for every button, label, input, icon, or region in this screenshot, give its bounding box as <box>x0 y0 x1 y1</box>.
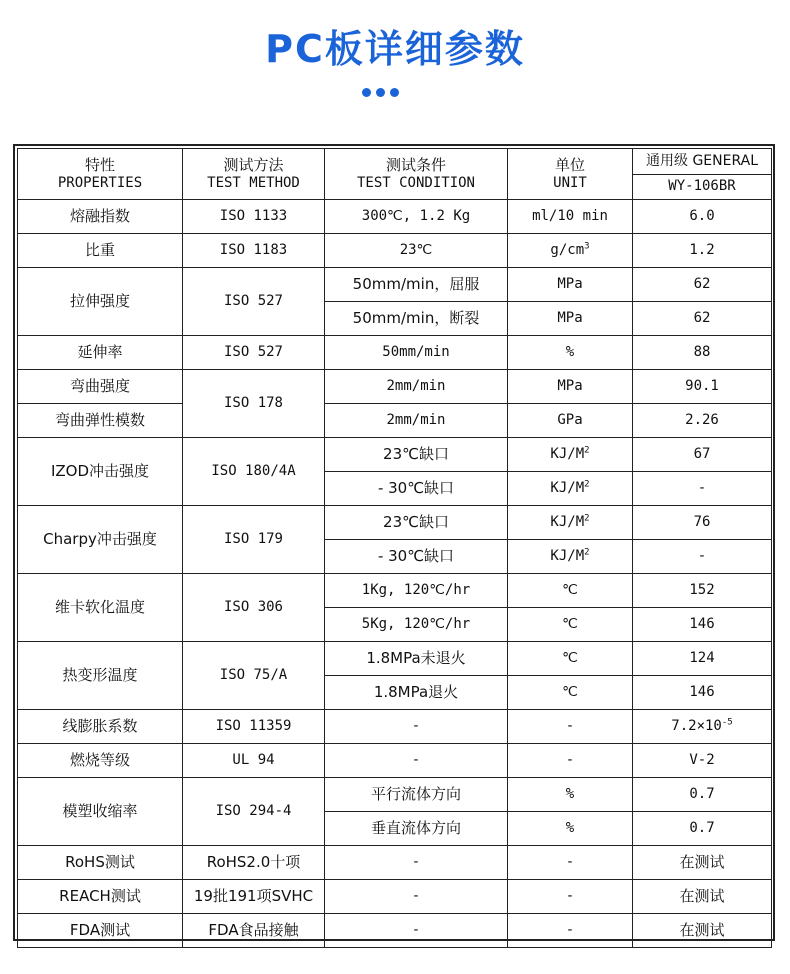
table-row: 5Kg, 120℃/hr ℃ 146 <box>18 608 772 642</box>
table-row: - 30℃缺口 $KJ/M^2$ - <box>18 540 772 574</box>
table-row: 热变形温度 ISO 75/A 1.8MPa未退火 ℃ 124 <box>18 642 772 676</box>
header-method: 测试方法 TEST METHOD <box>183 149 325 200</box>
unit-cell: $KJ/M^2$ <box>508 540 633 574</box>
table-row: 维卡软化温度 ISO 306 1Kg, 120℃/hr ℃ 152 <box>18 574 772 608</box>
table-row: 拉伸强度 ISO 527 50mm/min，屈服 MPa 62 <box>18 268 772 302</box>
table-row: 线膨胀系数 ISO 11359 - - $7.2\times 10^{-5}$ <box>18 710 772 744</box>
spec-table <box>17 148 772 948</box>
table-header-row <box>18 149 772 175</box>
header-condition: 测试条件 TEST CONDITION <box>325 149 508 200</box>
header-property: 特性 PROPERTIES <box>18 149 183 200</box>
table-row: REACH测试 19批191项SVHC - - 在测试 <box>18 880 772 914</box>
header-unit: 单位 UNIT <box>508 149 633 200</box>
table-row: 50mm/min，断裂 MPa 62 <box>18 302 772 336</box>
table-row: 弯曲弹性模数 2mm/min GPa 2.26 <box>18 404 772 438</box>
table-row: 比重 ISO 1183 23℃ $g/cm^3$ 1.2 <box>18 234 772 268</box>
table-row: 燃烧等级 UL 94 - - V-2 <box>18 744 772 778</box>
table-row: IZOD冲击强度 ISO 180/4A 23℃缺口 $KJ/M^2$ 67 <box>18 438 772 472</box>
dot-icon <box>376 88 385 97</box>
table-row: 垂直流体方向 % 0.7 <box>18 812 772 846</box>
table-row: - 30℃缺口 $KJ/M^2$ - <box>18 472 772 506</box>
dot-icon <box>390 88 399 97</box>
table-row: FDA测试 FDA食品接触 - - 在测试 <box>18 914 772 948</box>
unit-cell: $KJ/M^2$ <box>508 506 633 540</box>
table-row: 延伸率 ISO 527 50mm/min % 88 <box>18 336 772 370</box>
header-grade: 通用级 GENERAL <box>633 149 772 175</box>
unit-cell: $g/cm^3$ <box>508 234 633 268</box>
dot-icon <box>362 88 371 97</box>
page-title: PC板详细参数 <box>265 27 525 71</box>
value-cell: $7.2\times 10^{-5}$ <box>633 710 772 744</box>
header-model: WY-106BR <box>633 174 772 200</box>
table-row: 弯曲强度 ISO 178 2mm/min MPa 90.1 <box>18 370 772 404</box>
title-dots-decoration <box>362 88 399 97</box>
table-row: 1.8MPa退火 ℃ 146 <box>18 676 772 710</box>
unit-cell: $KJ/M^2$ <box>508 438 633 472</box>
table-row: RoHS测试 RoHS2.0十项 - - 在测试 <box>18 846 772 880</box>
table-row: 模塑收缩率 ISO 294-4 平行流体方向 % 0.7 <box>18 778 772 812</box>
table-row: Charpy冲击强度 ISO 179 23℃缺口 $KJ/M^2$ 76 <box>18 506 772 540</box>
table-row: 熔融指数 ISO 1133 300℃, 1.2 Kg ml/10 min 6.0 <box>18 200 772 234</box>
unit-cell: $KJ/M^2$ <box>508 472 633 506</box>
